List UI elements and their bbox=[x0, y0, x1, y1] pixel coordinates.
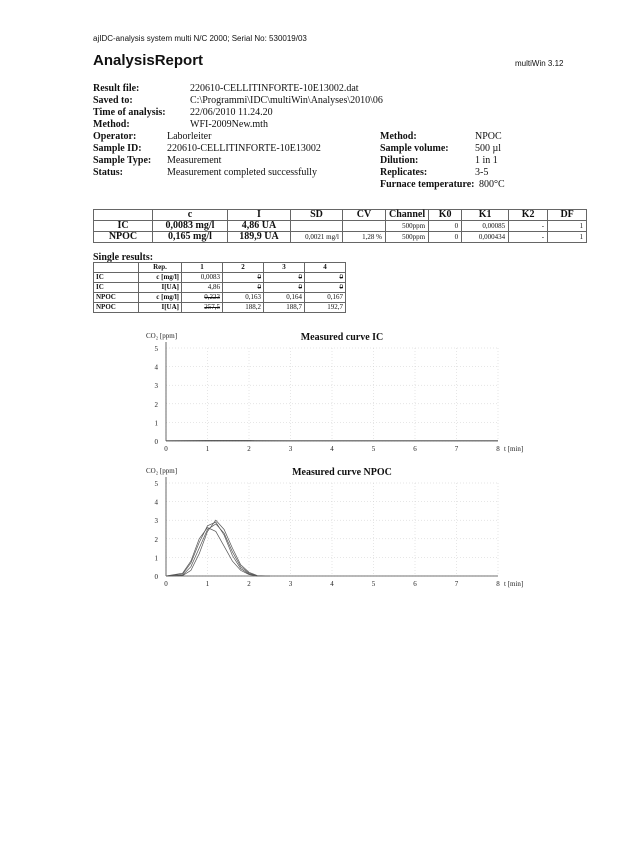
y-tick-label: 0 bbox=[154, 438, 158, 446]
single-value: 0,167 bbox=[327, 293, 343, 301]
cell-c: 0,0083 mg/l bbox=[153, 221, 228, 232]
single-row-label: NPOC bbox=[94, 293, 139, 303]
chart-title: Measured curve IC bbox=[300, 332, 384, 343]
single-value-cell bbox=[182, 303, 223, 313]
y-tick-label: 1 bbox=[154, 419, 158, 428]
system-header: ajIDC-analysis system multi N/C 2000; Serial No: 530019/03 bbox=[93, 34, 307, 43]
method-label: Method: bbox=[380, 131, 417, 142]
single-header-cell: Rep. bbox=[139, 263, 182, 273]
summary-header-cell: DF bbox=[548, 210, 587, 221]
chart-title: Measured curve NPOC bbox=[292, 467, 392, 478]
single-value: 0 bbox=[257, 273, 261, 281]
saved-to-value: C:\Programmi\IDC\multiWin\Analyses\2010\06 bbox=[190, 95, 383, 106]
dilution-label: Dilution: bbox=[380, 155, 419, 166]
y-tick-label: 0 bbox=[154, 573, 158, 581]
cell-k2: - bbox=[509, 232, 548, 243]
single-row-unit: I[UA] bbox=[139, 283, 182, 293]
single-row-label: IC bbox=[94, 273, 139, 283]
cell-channel: 500ppm bbox=[386, 221, 429, 232]
x-tick-label: 5 bbox=[371, 580, 376, 588]
x-tick-label: 2 bbox=[247, 580, 251, 588]
x-tick-label: 0 bbox=[164, 580, 168, 588]
summary-header-cell: Channel bbox=[386, 210, 429, 221]
single-value-cell bbox=[182, 273, 223, 283]
summary-header-cell bbox=[94, 210, 153, 221]
x-tick-label: 8 bbox=[496, 445, 500, 453]
single-row bbox=[94, 303, 346, 313]
furnace-value: 800°C bbox=[479, 179, 505, 190]
single-value-cell bbox=[305, 283, 346, 293]
saved-to-label: Saved to: bbox=[93, 95, 133, 106]
single-value: 0 bbox=[339, 283, 343, 291]
method-file-value: WFI-2009New.mth bbox=[190, 119, 268, 130]
single-value-cell bbox=[182, 283, 223, 293]
single-row bbox=[94, 283, 346, 293]
y-axis-label: CO₂ [ppm] bbox=[146, 467, 178, 475]
y-tick-label: 5 bbox=[154, 480, 158, 488]
single-value: 188,2 bbox=[245, 303, 261, 311]
summary-header-row bbox=[94, 210, 587, 221]
single-row-unit: I[UA] bbox=[139, 303, 182, 313]
x-axis-label: t [min] bbox=[504, 580, 524, 588]
single-value: 4,86 bbox=[207, 283, 220, 291]
cell-sd bbox=[291, 221, 343, 232]
y-tick-label: 5 bbox=[154, 345, 158, 353]
furnace-label: Furnace temperature: bbox=[380, 179, 475, 190]
cell-cv: 1,28 % bbox=[343, 232, 386, 243]
y-tick-label: 1 bbox=[154, 554, 158, 563]
series-line bbox=[166, 520, 270, 576]
summary-header-cell: K2 bbox=[509, 210, 548, 221]
cell-k1: 0,00085 bbox=[462, 221, 509, 232]
single-value: 257,5 bbox=[204, 303, 220, 311]
single-value: 0,223 bbox=[204, 293, 220, 301]
single-value-cell bbox=[223, 283, 264, 293]
single-value-cell bbox=[305, 293, 346, 303]
x-tick-label: 6 bbox=[413, 580, 417, 588]
series-line bbox=[166, 528, 270, 576]
y-tick-label: 2 bbox=[154, 535, 158, 544]
single-value-cell bbox=[264, 293, 305, 303]
cell-i: 4,86 UA bbox=[228, 221, 291, 232]
status-value: Measurement completed successfully bbox=[167, 167, 317, 178]
y-tick-label: 4 bbox=[154, 363, 158, 372]
single-value-cell bbox=[305, 303, 346, 313]
method-file-label: Method: bbox=[93, 119, 130, 130]
cell-c: 0,165 mg/l bbox=[153, 232, 228, 243]
cell-sd: 0,0021 mg/l bbox=[291, 232, 343, 243]
x-tick-label: 5 bbox=[371, 445, 376, 453]
cell-cv bbox=[343, 221, 386, 232]
y-tick-label: 3 bbox=[154, 517, 158, 526]
time-label: Time of analysis: bbox=[93, 107, 166, 118]
summary-header-cell: K0 bbox=[429, 210, 462, 221]
x-tick-label: 3 bbox=[288, 445, 293, 453]
single-row-label: NPOC bbox=[94, 303, 139, 313]
single-value-cell bbox=[264, 273, 305, 283]
summary-header-cell: c bbox=[153, 210, 228, 221]
x-tick-label: 4 bbox=[330, 445, 334, 453]
summary-header-cell: K1 bbox=[462, 210, 509, 221]
summary-row-ic bbox=[94, 221, 587, 232]
x-tick-label: 1 bbox=[205, 445, 210, 453]
single-results-table bbox=[93, 262, 346, 313]
single-row-unit: c [mg/l] bbox=[139, 293, 182, 303]
row-label: IC bbox=[94, 221, 153, 232]
summary-header-cell: I bbox=[228, 210, 291, 221]
single-results-title: Single results: bbox=[93, 252, 154, 263]
row-label: NPOC bbox=[94, 232, 153, 243]
cell-k0: 0 bbox=[429, 221, 462, 232]
sample-id-value: 220610-CELLITINFORTE-10E13002 bbox=[167, 143, 321, 154]
single-header-cell: 3 bbox=[264, 263, 305, 273]
single-row bbox=[94, 273, 346, 283]
summary-row-npoc bbox=[94, 232, 587, 243]
x-tick-label: 3 bbox=[288, 580, 293, 588]
cell-df: 1 bbox=[548, 221, 587, 232]
x-tick-label: 4 bbox=[330, 580, 334, 588]
cell-i: 189,9 UA bbox=[228, 232, 291, 243]
single-header-cell: 4 bbox=[305, 263, 346, 273]
result-file-value: 220610-CELLITINFORTE-10E13002.dat bbox=[190, 83, 359, 94]
summary-table bbox=[93, 209, 587, 243]
y-tick-label: 3 bbox=[154, 382, 158, 391]
software-version: multiWin 3.12 bbox=[515, 59, 564, 68]
result-file-label: Result file: bbox=[93, 83, 140, 94]
single-value: 0,0083 bbox=[200, 273, 220, 281]
npoc-curve-chart bbox=[130, 463, 530, 591]
x-tick-label: 1 bbox=[205, 580, 210, 588]
single-row-label: IC bbox=[94, 283, 139, 293]
single-value: 0 bbox=[298, 273, 302, 281]
series-line bbox=[166, 522, 270, 576]
status-label: Status: bbox=[93, 167, 124, 178]
single-value: 0 bbox=[339, 273, 343, 281]
dilution-value: 1 in 1 bbox=[475, 155, 498, 166]
single-value: 192,7 bbox=[327, 303, 343, 311]
operator-value: Laborleiter bbox=[167, 131, 212, 142]
x-tick-label: 2 bbox=[247, 445, 251, 453]
method-value: NPOC bbox=[475, 131, 502, 142]
replicates-label: Replicates: bbox=[380, 167, 428, 178]
single-value: 0 bbox=[257, 283, 261, 291]
x-tick-label: 6 bbox=[413, 445, 417, 453]
cell-df: 1 bbox=[548, 232, 587, 243]
single-value: 0,164 bbox=[286, 293, 302, 301]
sample-type-label: Sample Type: bbox=[93, 155, 152, 166]
x-tick-label: 7 bbox=[454, 580, 459, 588]
replicates-value: 3-5 bbox=[475, 167, 489, 178]
single-row-unit: c [mg/l] bbox=[139, 273, 182, 283]
sample-volume-value: 500 µl bbox=[475, 143, 502, 154]
x-tick-label: 8 bbox=[496, 580, 500, 588]
single-header-cell bbox=[94, 263, 139, 273]
single-value: 188,7 bbox=[286, 303, 302, 311]
sample-volume-label: Sample volume: bbox=[380, 143, 449, 154]
single-value-cell bbox=[264, 303, 305, 313]
cell-channel: 500ppm bbox=[386, 232, 429, 243]
x-tick-label: 7 bbox=[454, 445, 459, 453]
summary-header-cell: SD bbox=[291, 210, 343, 221]
cell-k1: 0,000434 bbox=[462, 232, 509, 243]
sample-id-label: Sample ID: bbox=[93, 143, 142, 154]
ic-curve-chart bbox=[130, 328, 530, 456]
x-axis-label: t [min] bbox=[504, 445, 524, 453]
cell-k0: 0 bbox=[429, 232, 462, 243]
summary-header-cell: CV bbox=[343, 210, 386, 221]
report-title: AnalysisReport bbox=[93, 52, 204, 69]
single-value-cell bbox=[223, 303, 264, 313]
y-axis-label: CO₂ [ppm] bbox=[146, 332, 178, 340]
single-value-cell bbox=[305, 273, 346, 283]
single-value-cell bbox=[264, 283, 305, 293]
single-value: 0 bbox=[298, 283, 302, 291]
single-value: 0,163 bbox=[245, 293, 261, 301]
single-value-cell bbox=[182, 293, 223, 303]
single-header-cell: 2 bbox=[223, 263, 264, 273]
single-header-row bbox=[94, 263, 346, 273]
single-header-cell: 1 bbox=[182, 263, 223, 273]
x-tick-label: 0 bbox=[164, 445, 168, 453]
y-tick-label: 4 bbox=[154, 498, 158, 507]
y-tick-label: 2 bbox=[154, 400, 158, 409]
single-value-cell bbox=[223, 273, 264, 283]
single-row bbox=[94, 293, 346, 303]
operator-label: Operator: bbox=[93, 131, 137, 142]
series-line bbox=[166, 524, 270, 576]
single-value-cell bbox=[223, 293, 264, 303]
time-value: 22/06/2010 11.24.20 bbox=[190, 107, 273, 118]
sample-type-value: Measurement bbox=[167, 155, 222, 166]
cell-k2: - bbox=[509, 221, 548, 232]
